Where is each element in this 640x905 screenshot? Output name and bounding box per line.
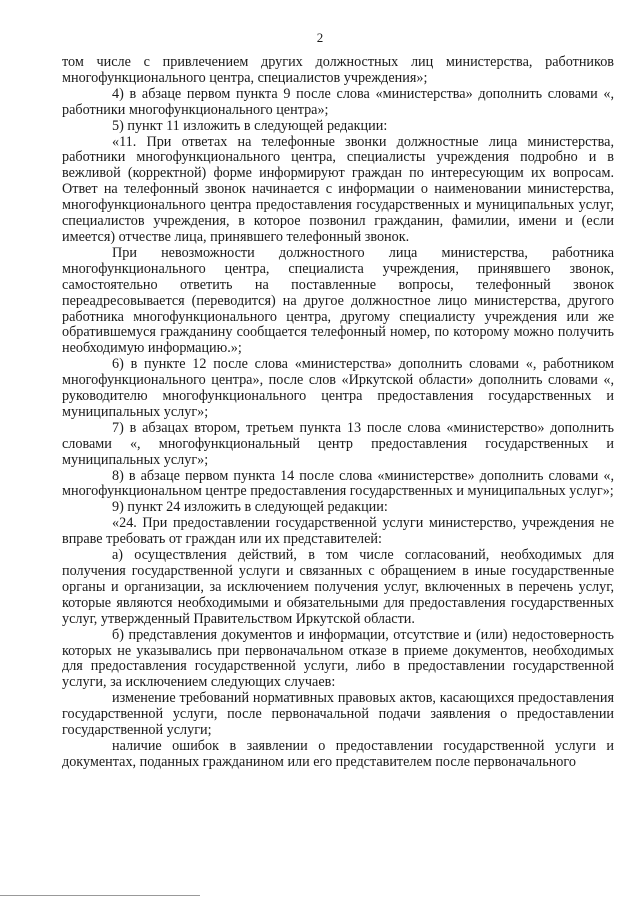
paragraph: «24. При предоставлении государственной услуги министерство, учреждения не вправе требовать от граждан или их представителей:	[62, 515, 614, 548]
paragraph: 4) в абзаце первом пункта 9 после слова «министерства» дополнить словами «, работники многофункционального центра»;	[62, 85, 614, 118]
paragraph: том числе с привлечением других должностных лиц министерства, работников многофункционального центра, специалистов учреждения»;	[62, 54, 614, 86]
paragraph: изменение требований нормативных правовых актов, касающихся предоставления государственной услуги, после первоначальной подачи заявления о предоставлении государственной услуги;	[62, 690, 614, 739]
paragraph: При невозможности должностного лица министерства, работника многофункционального центра, специалиста учреждения, принявшего звонок, самостоятельно ответить на поставленные вопросы, телефонный звонок переадресовывается (переводится) на другое должностное лицо министерства, другого работника многофункционального центра, другому специалисту учреждения или же обратившемуся гражданину сообщается телефонный номер, по которому можно получить необходимую информацию.»;	[62, 244, 614, 357]
paragraph: 8) в абзаце первом пункта 14 после слова «министерстве» дополнить словами «, многофункциональном центре предоставления государственных и муниципальных услуг»;	[62, 467, 614, 500]
page-number: 2	[316, 30, 324, 45]
paragraph: б) представления документов и информации, отсутствие и (или) недостоверность которых не указывались при первоначальном отказе в приеме документов, необходимых для предоставления государственной услуги, либо в предоставлении государственной услуги, за исключением следующих случаев:	[62, 626, 614, 691]
document-body	[62, 55, 614, 771]
paragraph: «11. При ответах на телефонные звонки должностные лица министерства, работники многофункционального центра, специалисты учреждения подробно и в вежливой (корректной) форме информируют граждан по интересующим их вопросам. Ответ на телефонный звонок начинается с информации о наименовании министерства, многофункционального центра предоставления государственных и муниципальных услуг, специалистов учреждения, в которое позвонил гражданин, фамилии, имени и (если имеется) отчестве лица, принявшего телефонный звонок.	[62, 133, 614, 245]
paragraph: наличие ошибок в заявлении о предоставлении государственной услуги и документах, поданных гражданином или его представителем после первоначального	[62, 737, 614, 770]
paragraph: а) осуществления действий, в том числе согласований, необходимых для получения государственной услуги и связанных с обращением в иные государственные органы и организации, за исключением получения услуг, включенных в перечень услуг, которые являются необходимыми и обязательными для предоставления государственных услуг, утвержденный Правительством Иркутской области.	[62, 547, 614, 627]
paragraph: 9) пункт 24 изложить в следующей редакции:	[112, 499, 388, 516]
paragraph: 5) пункт 11 изложить в следующей редакции:	[112, 117, 388, 134]
paragraph: 7) в абзацах втором, третьем пункта 13 после слова «министерство» дополнить словами «, многофункциональный центр предоставления государственных и муниципальных услуг»;	[62, 419, 614, 468]
footer-divider	[0, 895, 200, 896]
paragraph: 6) в пункте 12 после слова «министерства» дополнить словами «, работником многофункционального центра», после слов «Иркутской области» дополнить словами «, руководителю многофункционального центра предоставления государственных и муниципальных услуг»;	[62, 356, 614, 420]
